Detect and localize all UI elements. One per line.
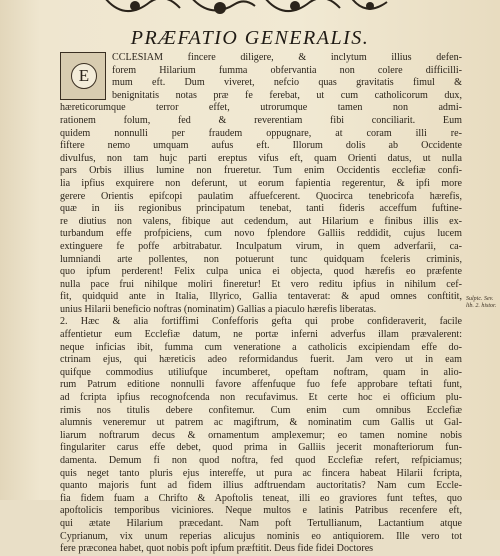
text-line: ctrinam ejus, qui hæreticis adeo reformidandus fuerit. Jam vero ut in eam xyxy=(60,354,462,366)
text-line: neque inficias ibit, fumma cum veneratione a catholicis excipiendam effe do- xyxy=(60,341,462,353)
text-line: gerere Orientis epifcopi paulatim affuefcerent. Quocirca tenebricofa hærefis, xyxy=(60,190,462,202)
text-line: rum Patrum editione nonnulli favore affenfuque fuo fefe approbare teftati funt, xyxy=(60,379,462,391)
text-line: fere præconea habet, quot nobis poft ipfum præftitit. Deus fide fidei Doctores xyxy=(60,543,374,555)
text-line: quifque commodius utiliufque incumberet, opeftam noftram, quam in alio- xyxy=(60,366,462,378)
text-line: hæreticorumque terror effet, utrorumque tamen non admi- xyxy=(60,102,462,114)
page-title: PRÆFATIO GENERALIS. xyxy=(130,27,370,49)
text-line: nulla pace frui nihilque moliri fineretur! Et vero reditu ipfius in nihilum cef- xyxy=(60,278,462,290)
text-line: benignitatis notas præ fe ferebat, ut cum catholicorum dux, xyxy=(112,89,462,101)
text-line: quanto majoris funt ad fidem illius adftruendam auctoritatis? Nam cum Eccle- xyxy=(60,480,462,492)
text-line: re diutius non valens, fibique aut cedendum, aut Hilarium e finibus illis ex- xyxy=(60,215,462,227)
text-line: lia ipfius exquirere non deferunt, ut eorum fapientia regerentur, & ipfi more xyxy=(60,177,462,189)
text-line: fingulariter carus effe debet, quod prima in Galliis jecerit monafteriorum fun- xyxy=(60,442,462,454)
text-line: quidem nonnulli per fraudem oppugnare, at coram illi re- xyxy=(60,127,462,139)
text-line: damenta. Demum fi non quod noftra, fed quod Ecclefiæ refert, refpiciamus; xyxy=(60,455,462,466)
text-line: mum eft. Dum viveret, nefcio quas gravitatis fimul & xyxy=(112,77,462,89)
text-line: fia fidem fuam a Chrifto & Apoftolis teneat, illi eo graviores funt teftes, quo xyxy=(60,492,462,504)
text-line: fiftere nemo umquam aufus eft. Illorum dolis ab Occidente xyxy=(60,140,462,152)
text-line: lumniandi arte pollentes, non potuerunt tunc quidquam fceleris criminis, xyxy=(60,253,462,265)
text-line: rationem folum, fed & reverentiam fibi conciliarit. Eum xyxy=(60,114,462,126)
text-line: turbandum effe profpiciens, cum novo fplendore Galliis reddidit, cujus lucem xyxy=(60,228,462,240)
text-line: unius Hilarii beneficio noftras (nominatim) Gallias a piaculo hærefis liberatas. xyxy=(60,303,377,315)
text-line: quæ in iis regionibus principatum tenebat, tanti fideris acceffum fuftine- xyxy=(60,203,462,215)
drop-cap-letter: E xyxy=(71,63,97,89)
text-line: fit, quidquid ante in Italia, Illyrico, Gallia tentaverat: & apud omnes conftitit, xyxy=(60,291,462,303)
header-ornament-icon xyxy=(95,0,395,22)
text-line: liarum noftrarum decus & ornamentum amplexemur; eo tamen nomine nobis xyxy=(60,429,462,441)
text-line: quis neget tanto pluris ejus intereffe, ut pura ac fincera habeat Hilarii fcripta, xyxy=(60,467,462,479)
text-line: CCLESIAM fincere diligere, & inclytum illius defen- xyxy=(112,52,462,63)
margin-note: Sulpic. Sev. lib. 2. histor. xyxy=(466,296,497,309)
text-line: ad fcripta ipfius recognofcenda non recufavimus. Et certe hoc ei officium plu- xyxy=(60,392,462,404)
text-line: qui ætate Hilarium præcedant. Nam poft Tertullianum, Lactantium atque xyxy=(60,517,462,529)
text-line: apoftolicis temporibus viciniores. Neque multos e latinis Patribus recenfere eft, xyxy=(60,505,462,517)
text-line: 2. Hæc & alia fortiffimi Confefforis gefta qui probe confideraverit, facile xyxy=(60,316,462,328)
text-line: divulfus, non tam hujc parti ereptus vifus eft, quam Orienti datus, ut nulla xyxy=(60,152,462,164)
text-line: quo ipfum perderent! Felix culpa unica ei objecta, quod hærefis eo præfente xyxy=(60,266,462,278)
text-line: forem Hilarium fumma obfervantia non colere difficilli- xyxy=(112,64,462,76)
body-text xyxy=(60,52,462,556)
text-line: Cyprianum, vix unum reperias alicujus nominis eo antiquiorem. Ille vero tot xyxy=(60,530,462,542)
text-line: extinguere fe poffe arbitrabatur. Inculpatum virum, in quem adverfarii, ca- xyxy=(60,240,462,252)
text-line: rimis nos titulis debere confitemur. Cum enim cum omnibus Ecclefiæ xyxy=(60,404,462,416)
text-line: affentietur eum Ecclefiæ datum, ne portæ inferni adverfus illam prævalerent: xyxy=(60,329,462,341)
text-line: alumnis veneremur ut patrem ac magiftrum, & nominatim cum Gallis ut Gal- xyxy=(60,417,462,429)
text-line: pars Orbis illius lumine non frueretur. Tum enim Occidentis ecclefiæ confi- xyxy=(60,165,462,177)
